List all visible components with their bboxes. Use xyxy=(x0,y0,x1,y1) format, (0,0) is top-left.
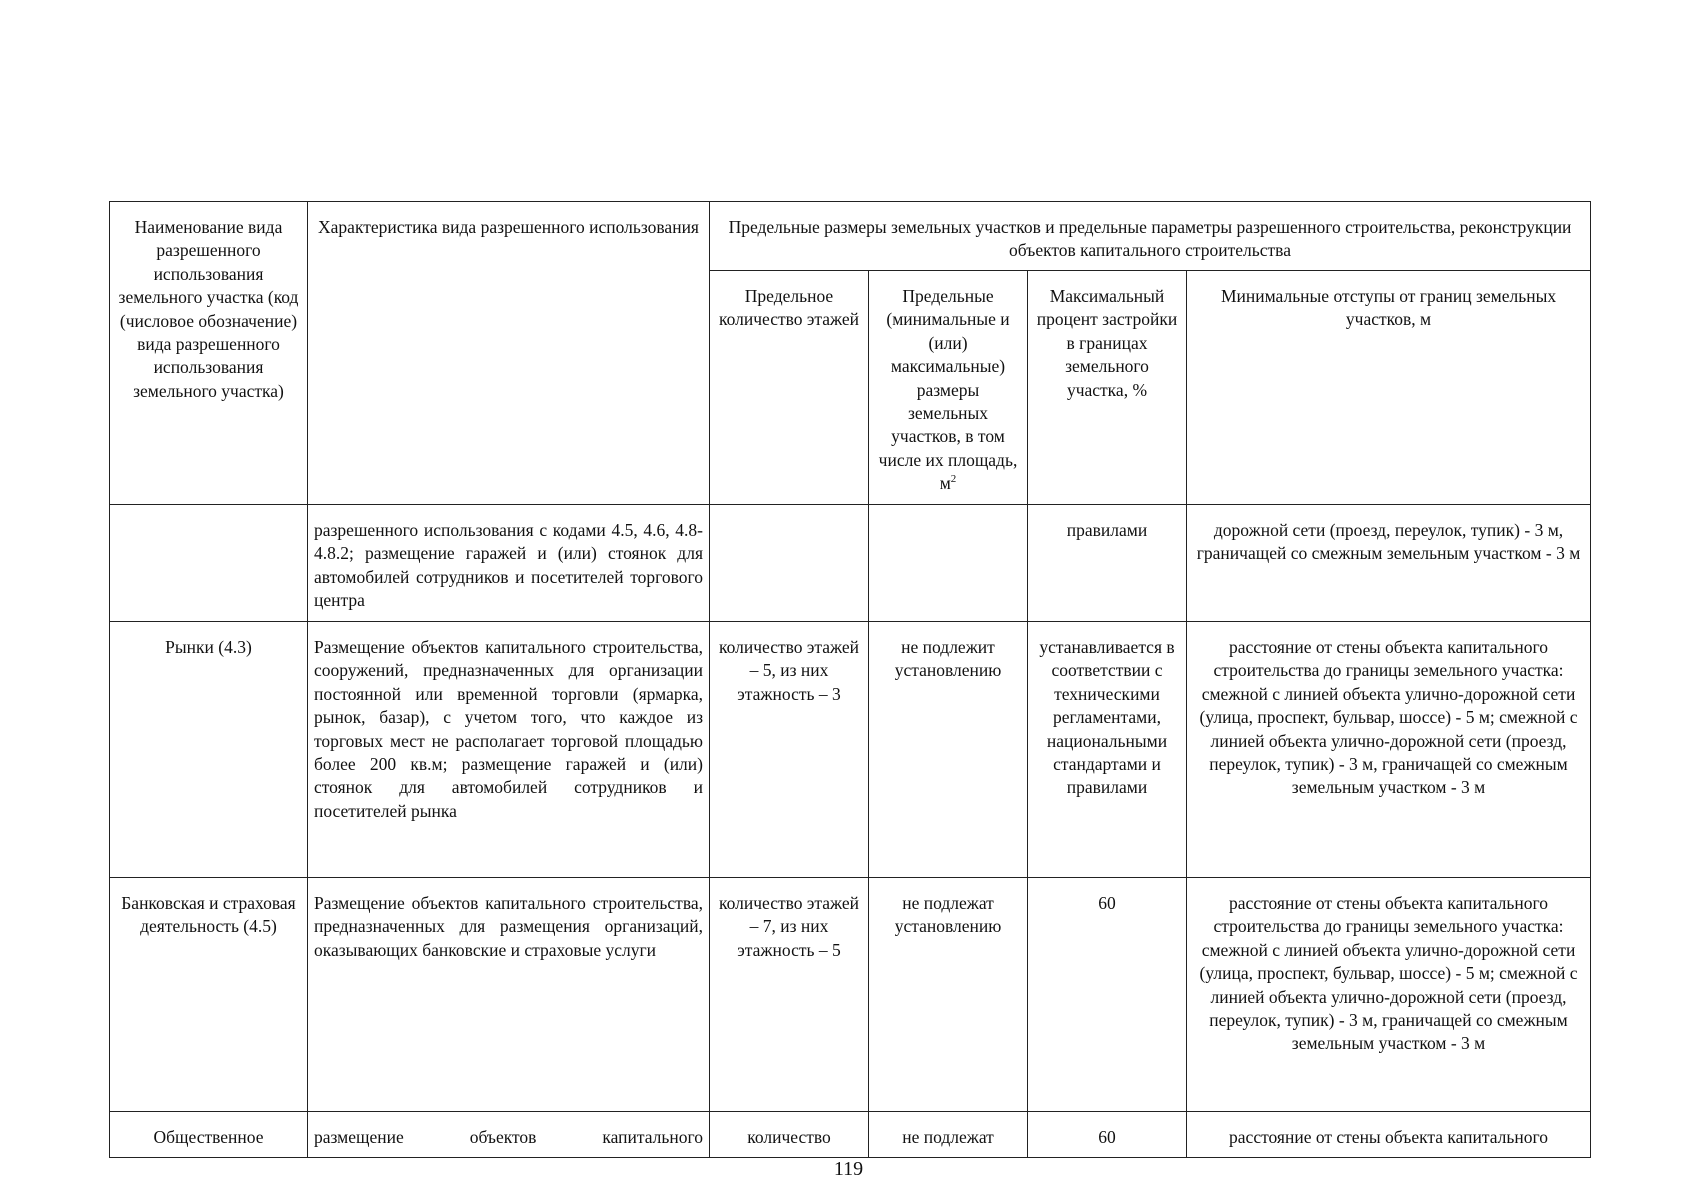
cell-floors: количество этажей – 7, из них этажность – 5 xyxy=(710,878,869,1112)
cell-description: разрешенного использования с кодами 4.5, 4.6, 4.8-4.8.2; размещение гаражей и (или) стоянок для автомобилей сотрудников и посетителей торгового центра xyxy=(308,505,710,622)
header-col-description: Характеристика вида разрешенного использования xyxy=(308,202,710,505)
cell-name xyxy=(110,505,308,622)
table-row xyxy=(110,622,1591,878)
cell-percent: правилами xyxy=(1028,505,1187,622)
page-number: 119 xyxy=(833,1158,864,1180)
cell-floors: количество этажей – 5, из них этажность – 3 xyxy=(710,622,869,878)
header-col-name: Наименование вида разрешенного использования земельного участка (код (числовое обозначение) вида разрешенного использования земельного участка) xyxy=(110,202,308,505)
cell-percent: 60 xyxy=(1028,878,1187,1112)
cell-description: Размещение объектов капитального строительства, сооружений, предназначенных для организации постоянной или временной торговли (ярмарка, рынок, базар), с учетом того, что каждое из торговых мест не располагает торговой площадью более 200 кв.м; размещение гаражей и (или) стоянок для автомобилей сотрудников и посетителей рынка xyxy=(308,622,710,878)
cell-name: Банковская и страховая деятельность (4.5) xyxy=(110,878,308,1112)
cell-percent: устанавливается в соответствии с техническими регламентами, национальными стандартами и правилами xyxy=(1028,622,1187,878)
cell-plot-size: не подлежат установлению xyxy=(869,878,1028,1112)
header-col-plot-size-sup: 2 xyxy=(950,473,957,486)
table-row xyxy=(110,505,1591,622)
header-col-floors: Предельное количество этажей xyxy=(710,271,869,505)
header-col-percent: Максимальный процент застройки в границах земельного участка, % xyxy=(1028,271,1187,505)
cell-description: размещение объектов капитального xyxy=(308,1112,710,1158)
cell-setbacks: дорожной сети (проезд, переулок, тупик) - 3 м, граничащей со смежным земельным участком - 3 м xyxy=(1187,505,1591,622)
header-col-setbacks: Минимальные отступы от границ земельных участков, м xyxy=(1187,271,1591,505)
cell-floors: количество xyxy=(710,1112,869,1158)
cell-name: Рынки (4.3) xyxy=(110,622,308,878)
zoning-table xyxy=(109,201,1591,1158)
header-row-top xyxy=(110,202,1591,271)
cell-setbacks: расстояние от стены объекта капитального строительства до границы земельного участка: смежной с линией объекта улично-дорожной сети (улица, проспект, бульвар, шоссе) - 5 м; смежной с линией объекта улично-дорожной сети (проезд, переулок, тупик) - 3 м, граничащей со смежным земельным участком - 3 м xyxy=(1187,622,1591,878)
cell-description: Размещение объектов капитального строительства, предназначенных для размещения организаций, оказывающих банковские и страховые услуги xyxy=(308,878,710,1112)
cell-percent: 60 xyxy=(1028,1112,1187,1158)
cell-setbacks: расстояние от стены объекта капитального строительства до границы земельного участка: смежной с линией объекта улично-дорожной сети (улица, проспект, бульвар, шоссе) - 5 м; смежной с линией объекта улично-дорожной сети (проезд, переулок, тупик) - 3 м, граничащей со смежным земельным участком - 3 м xyxy=(1187,878,1591,1112)
cell-plot-size xyxy=(869,505,1028,622)
table-row xyxy=(110,1112,1591,1158)
header-group-limits: Предельные размеры земельных участков и предельные параметры разрешенного строительства, реконструкции объектов капитального строительства xyxy=(710,202,1591,271)
cell-plot-size: не подлежат xyxy=(869,1112,1028,1158)
header-col-plot-size xyxy=(869,271,1028,505)
cell-floors xyxy=(710,505,869,622)
cell-name: Общественное xyxy=(110,1112,308,1158)
cell-plot-size: не подлежит установлению xyxy=(869,622,1028,878)
header-col-plot-size-text: Предельные (минимальные и (или) максимальные) размеры земельных участков, в том числе их площадь, м xyxy=(878,286,1018,494)
cell-setbacks: расстояние от стены объекта капитального xyxy=(1187,1112,1591,1158)
table-row xyxy=(110,878,1591,1112)
